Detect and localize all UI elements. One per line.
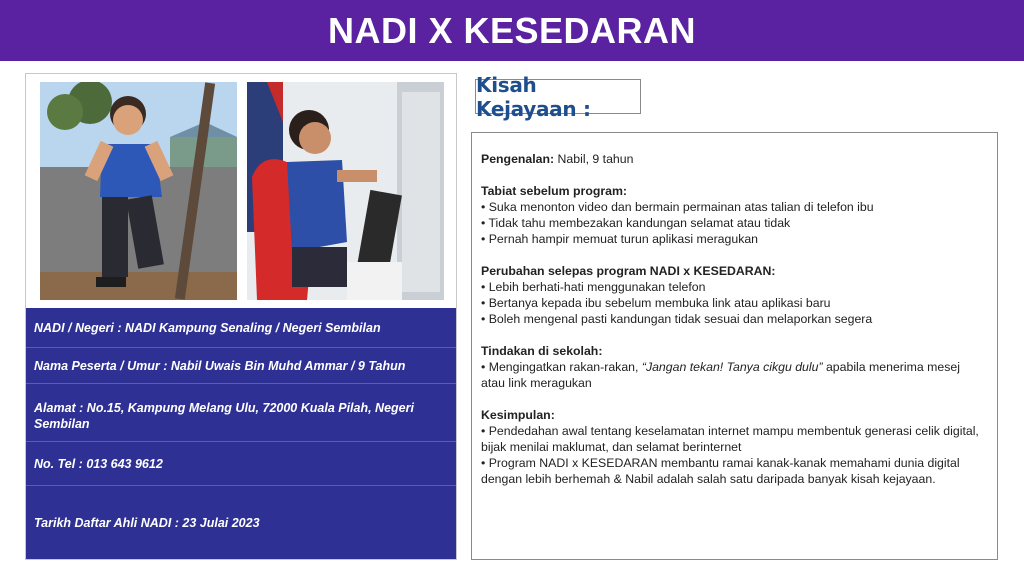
story-heading-box — [475, 72, 641, 121]
conclusion-item: • Pendedahan awal tentang keselamatan internet mampu membentuk generasi celik digital, bijak menilai maklumat, dan selamat berinternet — [481, 424, 979, 454]
before-item: • Suka menonton video dan bermain permainan atas talian di telefon ibu — [481, 200, 874, 214]
profile-panel — [25, 73, 457, 560]
story-heading: Kisah Kejayaan : — [476, 72, 591, 121]
before-item: • Tidak tahu membezakan kandungan selamat atau tidak — [481, 216, 791, 230]
conclusion-label: Kesimpulan: — [481, 408, 555, 422]
photo-boy-standing — [40, 82, 237, 300]
before-item: • Pernah hampir memuat turun aplikasi meragukan — [481, 232, 759, 246]
story-panel — [471, 132, 998, 560]
after-item: • Boleh mengenal pasti kandungan tidak sesuai dan melaporkan segera — [481, 312, 873, 326]
info-nama: Nama Peserta / Umur : Nabil Uwais Bin Muhd Ammar / 9 Tahun — [26, 348, 456, 384]
school-label: Tindakan di sekolah: — [481, 344, 603, 358]
info-negeri: NADI / Negeri : NADI Kampung Senaling / Negeri Sembilan — [26, 308, 456, 348]
participant-info — [26, 308, 456, 559]
intro-label: Pengenalan: — [481, 152, 555, 166]
info-tarikh: Tarikh Daftar Ahli NADI : 23 Julai 2023 — [34, 515, 260, 530]
after-label: Perubahan selepas program NADI x KESEDARAN: — [481, 264, 776, 278]
intro-value: Nabil, 9 tahun — [554, 152, 634, 166]
info-tel: No. Tel : 013 643 9612 — [26, 442, 456, 486]
page-title: NADI X KESEDARAN — [327, 9, 697, 51]
before-label: Tabiat sebelum program: — [481, 184, 627, 198]
conclusion-item: • Program NADI x KESEDARAN membantu ramai kanak-kanak memahami dunia digital dengan lebih berhemah & Nabil adalah salah satu daripada banyak kisah kejayaan. — [481, 456, 960, 486]
photo-boy-at-computer — [247, 82, 444, 300]
after-item: • Bertanya kepada ibu sebelum membuka link atau aplikasi baru — [481, 296, 831, 310]
header-banner — [0, 0, 1024, 61]
school-quote: “Jangan tekan! Tanya cikgu dulu” — [641, 360, 823, 374]
intro-line — [481, 151, 987, 167]
school-item: • Mengingatkan rakan-rakan, “Jangan tekan! Tanya cikgu dulu” apabila menerima mesej atau link meragukan — [481, 360, 960, 390]
info-alamat: Alamat : No.15, Kampung Melang Ulu, 72000 Kuala Pilah, Negeri Sembilan — [26, 384, 456, 442]
after-item: • Lebih berhati-hati menggunakan telefon — [481, 280, 706, 294]
